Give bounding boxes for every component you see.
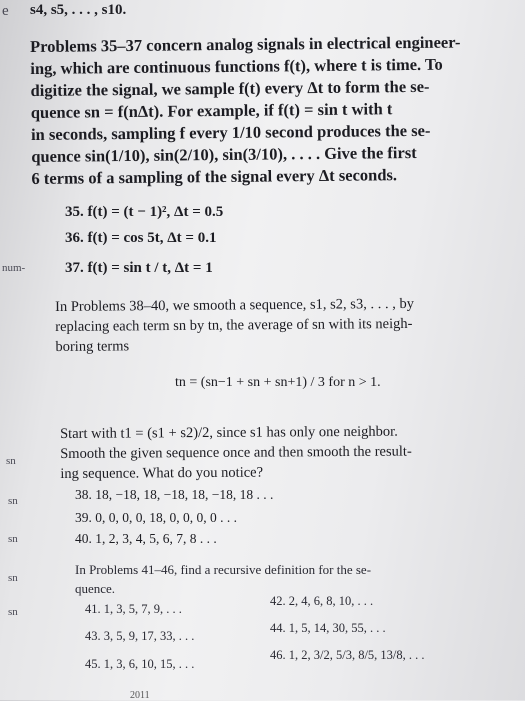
problem-37 <box>65 260 213 277</box>
problem-text: 1, 3, 5, 7, 9, . . . <box>103 602 182 616</box>
analog-signals-intro <box>30 31 502 190</box>
problem-number: 45. <box>85 657 101 671</box>
problem-text: 1, 5, 14, 30, 55, . . . <box>288 621 386 635</box>
instruction-line: Start with t1 = (s1 + s2)/2, since s1 has only one neighbor. <box>60 423 398 442</box>
problem-text: f(t) = sin t / t, Δt = 1 <box>87 260 213 276</box>
problem-35 <box>65 204 223 221</box>
problem-text: 0, 0, 0, 0, 18, 0, 0, 0, 0 . . . <box>95 510 237 525</box>
margin-label: sn <box>8 572 18 584</box>
margin-label: sn <box>8 533 18 545</box>
problem-number: 39. <box>75 510 92 525</box>
problem-number: 36. <box>65 230 84 246</box>
problem-text: 2, 4, 6, 8, 10, . . . <box>288 594 374 608</box>
problem-38 <box>75 487 273 503</box>
problem-39 <box>75 510 237 526</box>
sequence-fragment: s4, s5, . . . , s10. <box>30 2 127 18</box>
problem-40 <box>75 531 217 547</box>
problem-45 <box>85 657 194 672</box>
problem-text: 1, 2, 3/2, 5/3, 8/5, 13/8, . . . <box>288 648 425 662</box>
recursive-line: quence. <box>75 581 116 596</box>
intro-line: 6 terms of a sampling of the signal every Δt seconds. <box>31 165 398 188</box>
problem-text: f(t) = cos 5t, Δt = 0.1 <box>87 230 217 246</box>
smoothing-intro <box>55 293 496 357</box>
problem-text: 3, 5, 9, 17, 33, . . . <box>103 629 195 643</box>
problem-41 <box>85 602 182 617</box>
recursive-intro <box>75 560 495 598</box>
problem-36 <box>65 230 216 247</box>
instruction-line: ing sequence. What do you notice? <box>60 464 264 482</box>
problem-text: 1, 3, 6, 10, 15, . . . <box>103 657 195 671</box>
problem-42 <box>270 594 373 609</box>
problem-46 <box>270 648 425 663</box>
margin-label: sn <box>6 455 16 467</box>
problem-44 <box>270 621 386 636</box>
smoothing-line: boring terms <box>55 338 130 355</box>
margin-corner-letter: e <box>2 3 9 19</box>
smoothing-instructions <box>60 421 500 484</box>
page-footer: 2011 <box>130 690 150 701</box>
problem-number: 35. <box>65 204 84 220</box>
recursive-line: In Problems 41–46, find a recursive definition for the se- <box>75 562 372 577</box>
problem-number: 44. <box>270 621 286 635</box>
smoothing-line: In Problems 38–40, we smooth a sequence, s1, s2, s3, . . . , by <box>55 295 414 315</box>
smoothing-formula: tn = (sn−1 + sn + sn+1) / 3 for n > 1. <box>175 375 381 390</box>
margin-label: num- <box>2 262 26 274</box>
problem-number: 46. <box>270 648 286 662</box>
problem-text: 1, 2, 3, 4, 5, 6, 7, 8 . . . <box>95 531 217 546</box>
smoothing-line: replacing each term sn by tn, the average of sn with its neigh- <box>55 315 413 335</box>
intro-line: quence sin(1/10), sin(2/10), sin(3/10), . . . . Give the first <box>31 142 417 166</box>
intro-line: Problems 35–37 concern analog signals in electrical engineer- <box>30 32 461 56</box>
intro-line: ing, which are continuous functions f(t), where t is time. To <box>30 54 443 78</box>
instruction-line: Smooth the given sequence once and then smooth the result- <box>60 443 412 462</box>
problem-number: 40. <box>75 531 92 546</box>
problem-number: 43. <box>85 629 101 643</box>
problem-43 <box>85 629 194 644</box>
problem-text: f(t) = (t − 1)², Δt = 0.5 <box>87 204 224 220</box>
intro-line: digitize the signal, we sample f(t) every Δt to form the se- <box>30 76 430 100</box>
intro-line: in seconds, sampling f every 1/10 second produces the se- <box>30 120 431 144</box>
margin-label: sn <box>8 495 18 507</box>
problem-text: 18, −18, 18, −18, 18, −18, 18 . . . <box>95 487 274 502</box>
problem-number: 37. <box>65 260 84 276</box>
problem-number: 38. <box>75 487 92 502</box>
intro-line: quence sn = f(nΔt). For example, if f(t) = sin t with t <box>30 99 393 122</box>
problem-number: 42. <box>270 594 286 608</box>
margin-label: sn <box>8 606 18 618</box>
problem-number: 41. <box>85 602 101 616</box>
